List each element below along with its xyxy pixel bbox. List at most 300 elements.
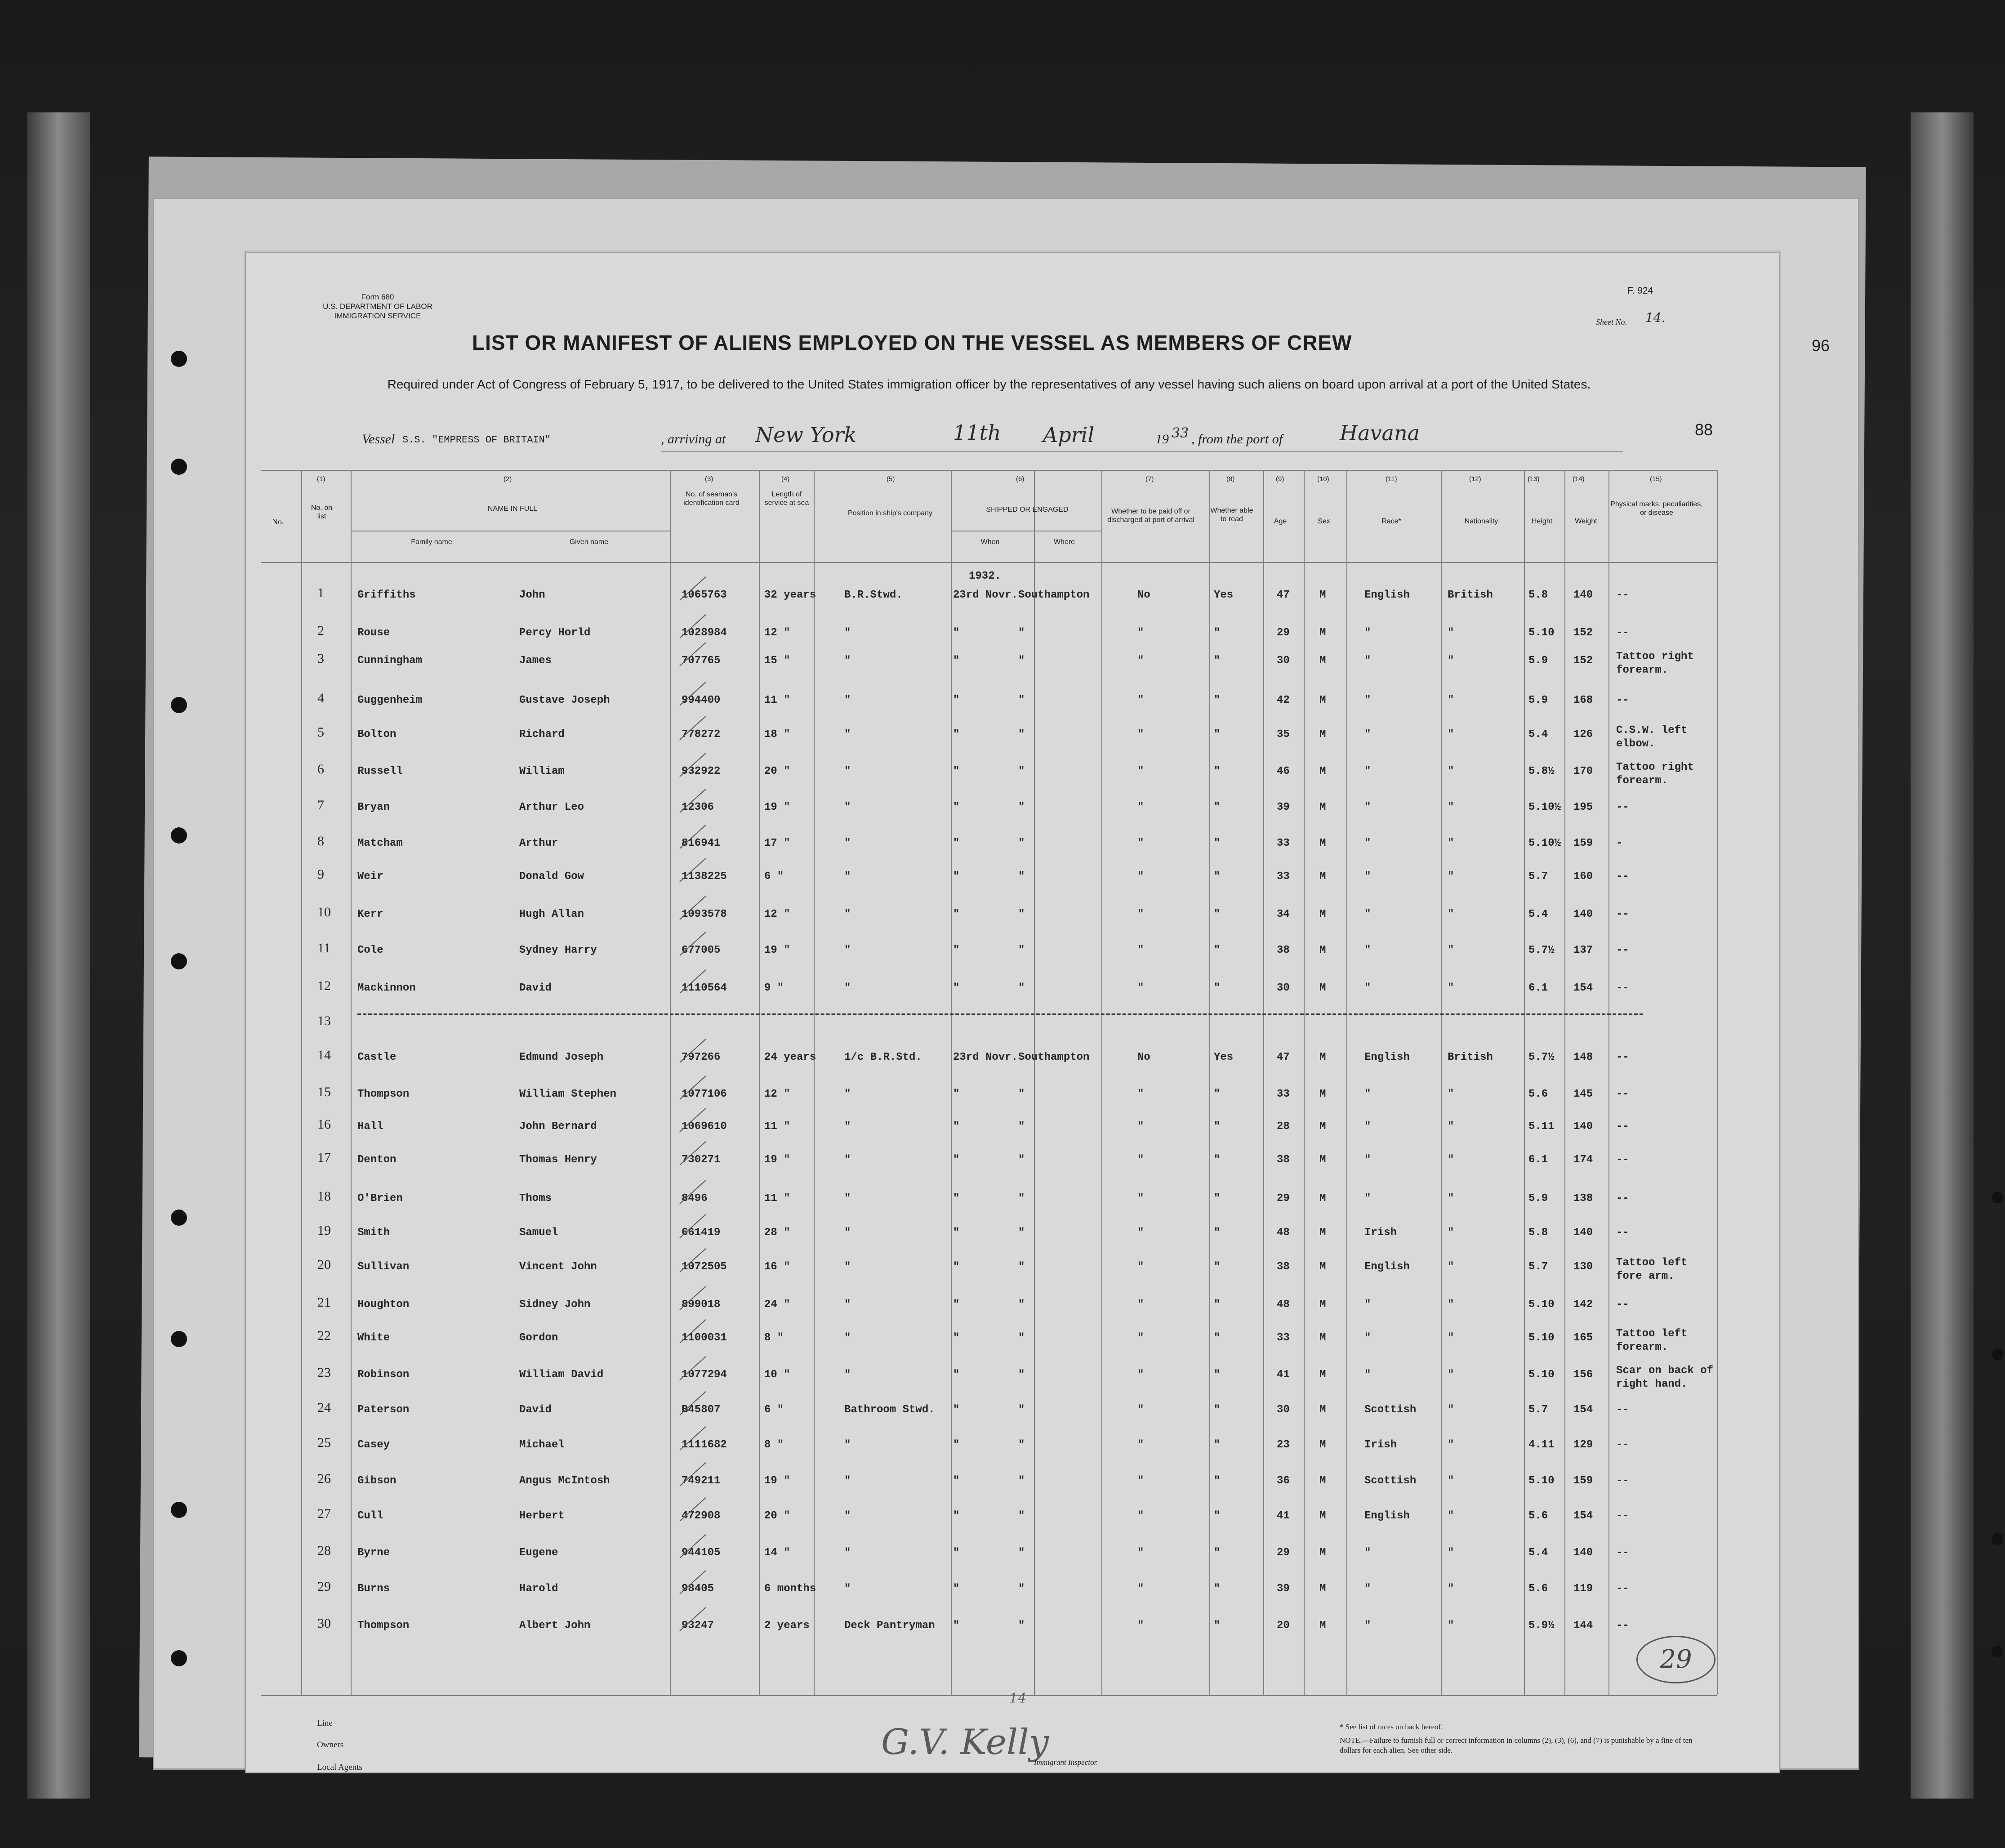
age: 41 (1277, 1369, 1290, 1381)
length-of-service: 9 " (764, 982, 784, 994)
able-to-read: " (1214, 1439, 1221, 1451)
document-title: LIST OR MANIFEST OF ALIENS EMPLOYED ON THE VESSEL AS MEMBERS OF CREW (472, 331, 1352, 354)
row-number: 3 (317, 651, 324, 666)
paid-off: " (1137, 1227, 1144, 1239)
height: 5.9 (1528, 1192, 1548, 1205)
row-number: 16 (317, 1117, 331, 1132)
age: 33 (1277, 1332, 1290, 1344)
able-to-read: " (1214, 801, 1221, 813)
sex: M (1319, 1369, 1326, 1381)
height: 5.10½ (1528, 801, 1561, 813)
age: 28 (1277, 1120, 1290, 1133)
nationality: " (1448, 1404, 1454, 1416)
weight: 170 (1573, 765, 1593, 777)
vessel-label: Vessel (362, 432, 395, 446)
race: " (1364, 1192, 1371, 1205)
age: 39 (1277, 801, 1290, 813)
arrival-day: 11th (953, 420, 1001, 445)
binder-hole (1992, 1533, 2003, 1545)
sex: M (1319, 655, 1326, 667)
able-to-read: " (1214, 1620, 1221, 1632)
physical-marks: -- (1616, 870, 1629, 883)
age: 41 (1277, 1510, 1290, 1522)
col6-header: SHIPPED OR ENGAGED (986, 506, 1069, 513)
race: " (1364, 801, 1371, 813)
height: 5.10 (1528, 1332, 1555, 1344)
length-of-service: 6 months (764, 1583, 816, 1595)
paid-off: " (1137, 1620, 1144, 1632)
weight: 137 (1573, 944, 1593, 956)
given-name: William Stephen (519, 1088, 617, 1100)
physical-marks: -- (1616, 627, 1629, 639)
no-column-label: No. (272, 517, 284, 526)
binder-hole (171, 1331, 187, 1347)
nationality: " (1448, 1088, 1454, 1100)
family-name: Weir (357, 870, 383, 883)
able-to-read: " (1214, 1227, 1221, 1239)
physical-marks: Tattoo right forearm. (1616, 761, 1694, 787)
race: English (1364, 1261, 1410, 1273)
row-number: 29 (317, 1579, 331, 1594)
weight: 129 (1573, 1439, 1593, 1451)
nationality: " (1448, 982, 1454, 994)
col1-header: No. on list (311, 504, 333, 520)
given-name: Albert John (519, 1620, 591, 1632)
able-to-read: " (1214, 982, 1221, 994)
col15-number: (15) (1650, 475, 1662, 483)
shipped-where: " (1018, 1439, 1025, 1451)
able-to-read: " (1214, 1120, 1221, 1133)
shipped-where: Southampton (1018, 1051, 1090, 1063)
given-name: Michael (519, 1439, 565, 1451)
table-row-rule (261, 470, 1717, 471)
length-of-service: 28 " (764, 1227, 790, 1239)
row-number: 28 (317, 1543, 331, 1558)
col5-header: Position in ship's company (847, 509, 933, 517)
paid-off: No (1137, 589, 1150, 601)
length-of-service: 14 " (764, 1547, 790, 1559)
age: 33 (1277, 837, 1290, 849)
family-name: Burns (357, 1583, 390, 1595)
length-of-service: 12 " (764, 908, 790, 920)
able-to-read: " (1214, 627, 1221, 639)
paid-off: " (1137, 870, 1144, 883)
race: " (1364, 627, 1371, 639)
year-prefix: 19 (1155, 432, 1169, 446)
sex: M (1319, 1439, 1326, 1451)
length-of-service: 18 " (764, 728, 790, 741)
able-to-read: " (1214, 1510, 1221, 1522)
height: 5.4 (1528, 728, 1548, 741)
row-number: 9 (317, 867, 324, 882)
family-name: Griffiths (357, 589, 416, 601)
length-of-service: 19 " (764, 1154, 790, 1166)
position: " (844, 1088, 851, 1100)
given-name: Hugh Allan (519, 908, 584, 920)
sex: M (1319, 801, 1326, 813)
row-number: 12 (317, 978, 331, 993)
family-name: Smith (357, 1227, 390, 1239)
age: 30 (1277, 1404, 1290, 1416)
family-name: Castle (357, 1051, 397, 1063)
row-number: 26 (317, 1471, 331, 1486)
table-column-rule (759, 470, 760, 1695)
family-name: Denton (357, 1154, 397, 1166)
nationality: " (1448, 1369, 1454, 1381)
weight: 195 (1573, 801, 1593, 813)
able-to-read: " (1214, 1475, 1221, 1487)
table-column-rule (814, 470, 815, 1695)
row-number: 18 (317, 1189, 331, 1204)
weight: 140 (1573, 1547, 1593, 1559)
sex: M (1319, 1299, 1326, 1311)
physical-marks: -- (1616, 801, 1629, 813)
height: 5.7½ (1528, 1051, 1555, 1063)
manifest-page (245, 252, 1780, 1773)
position: " (844, 801, 851, 813)
shipped-where: " (1018, 1583, 1025, 1595)
height: 5.10 (1528, 1369, 1555, 1381)
col10-header: Sex (1318, 518, 1330, 525)
age: 42 (1277, 694, 1290, 706)
able-to-read: " (1214, 1404, 1221, 1416)
length-of-service: 19 " (764, 944, 790, 956)
col10-number: (10) (1317, 475, 1329, 483)
sex: M (1319, 1261, 1326, 1273)
position: " (844, 627, 851, 639)
col1-number: (1) (317, 475, 325, 483)
weight: 130 (1573, 1261, 1593, 1273)
shipped-when: " (953, 982, 960, 994)
shipped-when: " (953, 1510, 960, 1522)
col11-header: Race* (1381, 518, 1401, 525)
physical-marks: -- (1616, 1620, 1629, 1632)
age: 47 (1277, 1051, 1290, 1063)
given-name: Samuel (519, 1227, 558, 1239)
race: " (1364, 765, 1371, 777)
sex: M (1319, 1510, 1326, 1522)
shipped-where: " (1018, 1120, 1025, 1133)
length-of-service: 11 " (764, 1192, 790, 1205)
shipped-where: " (1018, 870, 1025, 883)
shipped-where: " (1018, 837, 1025, 849)
paid-off: " (1137, 982, 1144, 994)
binder-hole (171, 351, 187, 367)
shipped-where: " (1018, 1404, 1025, 1416)
sex: M (1319, 694, 1326, 706)
binder-hole (171, 1650, 187, 1666)
shipped-where: " (1018, 944, 1025, 956)
race: " (1364, 1369, 1371, 1381)
shipped-where: " (1018, 655, 1025, 667)
position: B.R.Stwd. (844, 589, 903, 601)
nationality: " (1448, 765, 1454, 777)
family-name: Kerr (357, 908, 383, 920)
col6b-header: Where (1053, 538, 1075, 546)
shipped-where: " (1018, 1227, 1025, 1239)
length-of-service: 8 " (764, 1439, 784, 1451)
nationality: " (1448, 694, 1454, 706)
position: " (844, 1261, 851, 1273)
nationality: " (1448, 870, 1454, 883)
nationality: " (1448, 1154, 1454, 1166)
id-card-number: 994400 (682, 694, 721, 706)
col15-header: Physical marks, peculiarities, or disease (1610, 500, 1703, 517)
col8-header: Whether able to read (1210, 507, 1253, 523)
length-of-service: 17 " (764, 837, 790, 849)
given-name: David (519, 982, 552, 994)
form-number: Form 680 (361, 293, 394, 301)
sex: M (1319, 1583, 1326, 1595)
shipped-when: " (953, 1439, 960, 1451)
weight: 152 (1573, 655, 1593, 667)
length-of-service: 16 " (764, 1261, 790, 1273)
height: 5.7½ (1528, 944, 1555, 956)
race: " (1364, 1332, 1371, 1344)
paid-off: " (1137, 1439, 1144, 1451)
paid-off: " (1137, 944, 1144, 956)
col9-header: Age (1274, 518, 1287, 525)
race: Irish (1364, 1227, 1397, 1239)
race: Irish (1364, 1439, 1397, 1451)
able-to-read: Yes (1214, 1051, 1234, 1063)
sheet-number: 14. (1645, 310, 1666, 325)
film-strip-right (1911, 112, 1974, 1799)
race: " (1364, 1120, 1371, 1133)
shipped-when: " (953, 1332, 960, 1344)
age: 30 (1277, 655, 1290, 667)
given-name: Eugene (519, 1547, 558, 1559)
shipped-when: " (953, 1192, 960, 1205)
position: " (844, 1583, 851, 1595)
row-number: 13 (317, 1013, 331, 1028)
departure-port: Havana (1340, 421, 1420, 445)
given-name: James (519, 655, 552, 667)
id-card-number: 778272 (682, 728, 721, 741)
nationality: " (1448, 1547, 1454, 1559)
physical-marks: -- (1616, 1051, 1629, 1063)
given-name: Angus McIntosh (519, 1475, 610, 1487)
row-number: 25 (317, 1435, 331, 1450)
shipped-where: " (1018, 801, 1025, 813)
id-card-number: 1077294 (682, 1369, 727, 1381)
position: " (844, 1154, 851, 1166)
race: " (1364, 1583, 1371, 1595)
given-name: Arthur Leo (519, 801, 584, 813)
failure-note: NOTE.—Failure to furnish full or correct information in columns (2), (3), (6), and (7) is punishable by a fine of ten dollars for each alien. See other side. (1340, 1736, 1693, 1754)
length-of-service: 2 years (764, 1620, 810, 1632)
physical-marks: -- (1616, 1154, 1629, 1166)
family-name: Guggenheim (357, 694, 423, 706)
weight: 154 (1573, 1404, 1593, 1416)
age: 34 (1277, 908, 1290, 920)
sex: M (1319, 982, 1326, 994)
id-card-number: 816941 (682, 837, 721, 849)
table-column-rule (1346, 470, 1347, 1695)
row-number: 8 (317, 834, 324, 848)
paid-off: " (1137, 1475, 1144, 1487)
footer-owners-label: Owners (317, 1740, 344, 1750)
f-number: F. 924 (1627, 286, 1653, 296)
height: 6.1 (1528, 982, 1548, 994)
given-name: Vincent John (519, 1261, 597, 1273)
arrival-port: New York (755, 423, 857, 447)
nationality: " (1448, 1475, 1454, 1487)
race: " (1364, 908, 1371, 920)
paid-off: " (1137, 655, 1144, 667)
age: 29 (1277, 1547, 1290, 1559)
shipped-when: " (953, 801, 960, 813)
id-card-number: 1110564 (682, 982, 727, 994)
family-name: Sullivan (357, 1261, 410, 1273)
col13-header: Height (1531, 518, 1553, 525)
race: " (1364, 1154, 1371, 1166)
row-number: 10 (317, 905, 331, 920)
physical-marks: -- (1616, 1088, 1629, 1100)
race: English (1364, 589, 1410, 601)
shipped-when: " (953, 694, 960, 706)
nationality: British (1448, 589, 1493, 601)
row-number: 23 (317, 1365, 331, 1380)
col13-number: (13) (1528, 475, 1540, 483)
paid-off: " (1137, 1299, 1144, 1311)
length-of-service: 19 " (764, 801, 790, 813)
nationality: " (1448, 1510, 1454, 1522)
physical-marks: -- (1616, 944, 1629, 956)
shipped-when: " (953, 1154, 960, 1166)
shipped-when: " (953, 1620, 960, 1632)
length-of-service: 6 " (764, 1404, 784, 1416)
physical-marks: Tattoo left forearm. (1616, 1328, 1688, 1353)
shipped-where: " (1018, 1192, 1025, 1205)
shipped-where: " (1018, 1620, 1025, 1632)
physical-marks: Tattoo left fore arm. (1616, 1257, 1688, 1282)
row-number: 17 (317, 1150, 331, 1165)
weight: 144 (1573, 1620, 1593, 1632)
given-name: Thoms (519, 1192, 552, 1205)
height: 5.6 (1528, 1510, 1548, 1522)
weight: 126 (1573, 728, 1593, 741)
shipped-when: " (953, 1261, 960, 1273)
table-column-rule (1608, 470, 1609, 1695)
nationality: " (1448, 801, 1454, 813)
department-name: U.S. DEPARTMENT OF LABOR (323, 302, 432, 311)
shipped-where: " (1018, 908, 1025, 920)
shipped-when: " (953, 627, 960, 639)
shipped-when: " (953, 1088, 960, 1100)
family-name: Matcham (357, 837, 403, 849)
nationality: British (1448, 1051, 1493, 1063)
nationality: " (1448, 1261, 1454, 1273)
row-number: 19 (317, 1223, 331, 1238)
height: 5.7 (1528, 1261, 1548, 1273)
length-of-service: 20 " (764, 765, 790, 777)
age: 48 (1277, 1227, 1290, 1239)
given-name: Donald Gow (519, 870, 584, 883)
position: " (844, 1227, 851, 1239)
row-number: 27 (317, 1506, 331, 1521)
paid-off: " (1137, 801, 1144, 813)
race: " (1364, 944, 1371, 956)
binder-hole (171, 953, 187, 969)
family-name: Cole (357, 944, 383, 956)
sex: M (1319, 728, 1326, 741)
col3-number: (3) (705, 475, 713, 483)
given-name: Percy Horld (519, 627, 591, 639)
given-name: Edmund Joseph (519, 1051, 604, 1063)
given-name: William (519, 765, 565, 777)
physical-marks: C.S.W. left elbow. (1616, 724, 1688, 750)
able-to-read: " (1214, 694, 1221, 706)
physical-marks: -- (1616, 1120, 1629, 1133)
given-name: Gustave Joseph (519, 694, 610, 706)
film-strip-left (27, 112, 90, 1799)
paid-off: " (1137, 1583, 1144, 1595)
shipped-year-note: 1932. (969, 570, 1002, 582)
shipped-where: Southampton (1018, 589, 1090, 601)
paid-off: " (1137, 1404, 1144, 1416)
shipped-where: " (1018, 728, 1025, 741)
table-column-rule (670, 470, 671, 1695)
sex: M (1319, 1088, 1326, 1100)
able-to-read: " (1214, 1154, 1221, 1166)
id-card-number: 1065763 (682, 589, 727, 601)
given-name: Sidney John (519, 1299, 591, 1311)
able-to-read: " (1214, 1088, 1221, 1100)
row-number: 14 (317, 1048, 331, 1062)
col4-header: Length of service at sea (764, 491, 809, 507)
paid-off: " (1137, 1547, 1144, 1559)
position: " (844, 1475, 851, 1487)
col2b-header: Given name (569, 538, 609, 546)
inspector-label: Immigrant Inspector. (1034, 1758, 1098, 1767)
race: " (1364, 1299, 1371, 1311)
paid-off: " (1137, 837, 1144, 849)
sex: M (1319, 627, 1326, 639)
family-name: Cull (357, 1510, 383, 1522)
length-of-service: 12 " (764, 627, 790, 639)
paid-off: " (1137, 1154, 1144, 1166)
height: 5.10½ (1528, 837, 1561, 849)
binder-hole (171, 697, 187, 713)
table-column-rule (951, 470, 952, 1695)
paid-off: " (1137, 908, 1144, 920)
shipped-when: 23rd Novr. (953, 1051, 1018, 1063)
position: " (844, 1369, 851, 1381)
family-name: Rouse (357, 627, 390, 639)
row-number: 5 (317, 725, 324, 740)
position: " (844, 1547, 851, 1559)
col11-number: (11) (1386, 475, 1397, 483)
physical-marks: -- (1616, 908, 1629, 920)
paid-off: " (1137, 765, 1144, 777)
family-name: Thompson (357, 1088, 410, 1100)
col7-number: (7) (1145, 475, 1154, 483)
shipped-where: " (1018, 1475, 1025, 1487)
table-column-rule (1441, 470, 1442, 1695)
position: " (844, 1120, 851, 1133)
length-of-service: 6 " (764, 870, 784, 883)
position: " (844, 1332, 851, 1344)
height: 5.4 (1528, 1547, 1548, 1559)
height: 5.9 (1528, 694, 1548, 706)
id-card-number: 661419 (682, 1227, 721, 1239)
height: 6.1 (1528, 1154, 1548, 1166)
weight: 165 (1573, 1332, 1593, 1344)
sex: M (1319, 1227, 1326, 1239)
row-number: 15 (317, 1085, 331, 1099)
table-column-rule (301, 470, 302, 1695)
